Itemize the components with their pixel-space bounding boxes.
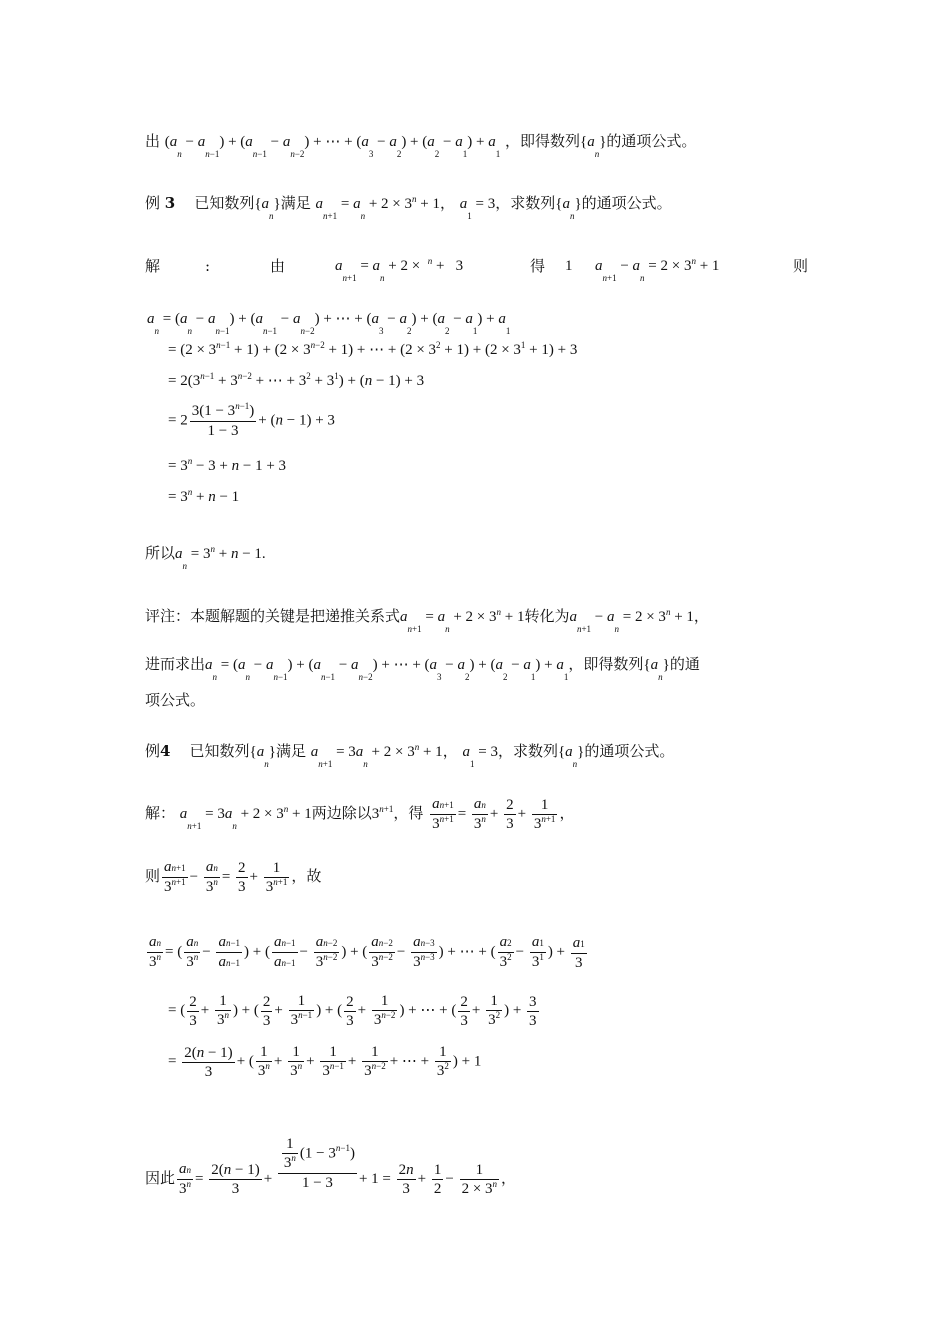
text: 的通项公式。 [581,194,672,212]
equation: = $2(3^{n-1} + 3^{n-2}$ + ⋯ + $3^2 + 3^1) + (n - 1) + 3$ [168,371,425,389]
text: ， [501,1169,517,1187]
text: 转化为 [524,607,570,625]
example-4: 例4 已知数列$\{a_n\}$满足 $a_{n+1} = 3a_n + 2 \times 3^n + 1$， $a_1 = 3$，求数列$\{a_n\}$的通项公式。 [145,742,675,769]
conclusion-3: 所以$a_n = 3^n + n - 1$. [145,544,266,571]
equation: = $(2 \times 3^{n-1} + 1) + (2 \times 3^{n-2} + 1)$ + ⋯ + $(2 \times 3^2 + 1) + (2 \times 3^1 + 1) + 3$ [168,340,578,358]
text: 由 [270,257,286,275]
text: 出 [145,132,161,150]
text: 得 [530,257,546,275]
text: 则 [145,866,161,885]
comment: 评注：本题解题的关键是把递推关系式$a_{n+1} = a_n + 2 \times 3^n + 1$转化为$a_{n+1} - a_n = 2 \times 3^n + 1$， [145,607,709,634]
text: 已知数列 [194,194,255,212]
text: ，即得数列 [568,655,644,673]
solution-3-intro: 解 : 由 $a_{n+1} = a_n + 2 \times ^n + 3$ 得 1 $a_{n+1} - a_n = 2 \times 3^n + 1$ 则 [145,256,809,283]
equation: = $3^n + n - 1$ [168,487,240,505]
text: ，故 [291,866,322,885]
example-3: 例 3 已知数列$\{a_n\}$满足 $a_{n+1} = a_n + 2 \times 3^n + 1$， $a_1 = 3$，求数列$\{a_n\}$的通项公式。 [145,194,672,221]
text: 两边除以 [311,803,372,822]
equation: = $\frac{2(n - 1)}{3}$ + ( $\frac{1}{3^n}$ + $\frac{1}{3^n}$ + $\frac{1}{3^{n-1}}$ + $\frac{1}{3^{n-2}}$ + ⋯ + $\frac{1}{3^2}$ ) + 1 [168,1044,482,1080]
text: 评注：本题解题的关键是把递推关系式 [145,607,401,625]
text: 所以 [145,544,176,562]
solution-4-then: 则 $\frac{an+1}{3^{n+1}}$ − $\frac{an}{3^n}$ = $\frac{2}{3}$ + $\frac{1}{3^{n+1}}$ ，故 [145,859,322,895]
text: 解： [145,803,176,822]
comment-end [145,690,205,710]
text: ，即得数列 [504,132,580,150]
text: 的通 [669,655,700,673]
equation: = $3^n - 3 + n - 1 + 3$ [168,456,287,474]
text: 进而求出 [145,655,206,673]
solution-4-intro: 解： $a_{n+1} = 3a_n + 2 \times 3^n + 1$两边除以$3^{n+1}$，得 $\frac{an+1}{3^{n+1}}$ = $\frac{an}{3^n}$ + $\frac{2}{3}$ + $\frac{1}{3^{n+1}}$ ， [145,796,575,832]
text: ， [442,742,458,760]
text: 因此 [145,1169,176,1187]
example-number: 4 [160,742,171,760]
example-number: 3 [164,194,176,212]
text: 1 [565,258,573,274]
final-result: 因此 $\frac{an}{3^n}$ = $\frac{2(n - 1)}{3}$ + $\frac{1}{3^n}$ $(1 - 3^{n-1})$ 1 − 3 + 1 = $\frac{2n}{3}$ + $\frac{1}{2}$ − $\frac{1}{2 \times 3^n}$ ， [145,1136,517,1198]
line-continuation: 出 $(a_n - a_{n-1}) + (a_{n-1} - a_{n-2})$ + ⋯ + $(a_3 - a_2) + (a_2 - a_1) + a_1$ ，即得数列$\{a_n\}$的通项公式。 [145,132,697,159]
equation: = ( $\frac{2}{3}$ + $\frac{1}{3^n}$ ) + ( $\frac{2}{3}$ + $\frac{1}{3^{n-1}}$ ) + ( $\frac{2}{3}$ + $\frac{1}{3^{n-2}}$ ) + ⋯ + ( $\frac{2}{3}$ + $\frac{1}{3^2}$ ) + $\frac{3}{3}$ [168,993,537,1029]
example-label: 例 [145,742,161,760]
text: 的通项公式。 [606,132,697,150]
text: 的通项公式。 [584,742,675,760]
text: ，得 [393,803,424,822]
equation: = 2 $\frac{3(1 - 3^{n-1})}{1 - 3}$ + (n − 1) + 3 [168,401,335,439]
text: ， [439,194,455,212]
example-label: 例 [145,194,161,212]
text: ， [693,607,709,625]
text: 已知数列 [189,742,250,760]
equation: $\frac{an}{3^n}$ = ( $\frac{an}{3^n}$ − $\frac{an-1}{an-1}$ ) + ( $\frac{an-1}{an-1}$ − $\frac{an-2}{3^{n-2}}$ ) + ( $\frac{an-2}{3^{n-2}}$ − $\frac{an-3}{3^{n-3}}$ ) + ⋯ + ( $\frac{a2}{3^2}$ − $\frac{a1}{3^1}$ ) + $\frac{a1}{3}$ [149,934,585,971]
text: : [205,257,211,275]
text: 则 [793,257,809,275]
text: 满足 [280,194,311,212]
text: 解 [145,257,161,275]
text: ，求数列 [495,194,556,212]
text: ， [559,803,575,822]
equation: $a_n = (a_n - a_{n-1}) + (a_{n-1} - a_{n-2})$ + ⋯ + $(a_3 - a_2) + (a_2 - a_1) + a_1$ [147,311,511,336]
text: 满足 [275,742,306,760]
text: ，求数列 [497,742,558,760]
text: 项公式。 [145,691,206,709]
comment-cont: 进而求出$a_n = (a_n - a_{n-1}) + (a_{n-1} - a_{n-2})$ + ⋯ + $(a_3 - a_2) + (a_2 - a_1) + a_1$，即得数列$\{a_n\}$的通 [145,655,700,682]
